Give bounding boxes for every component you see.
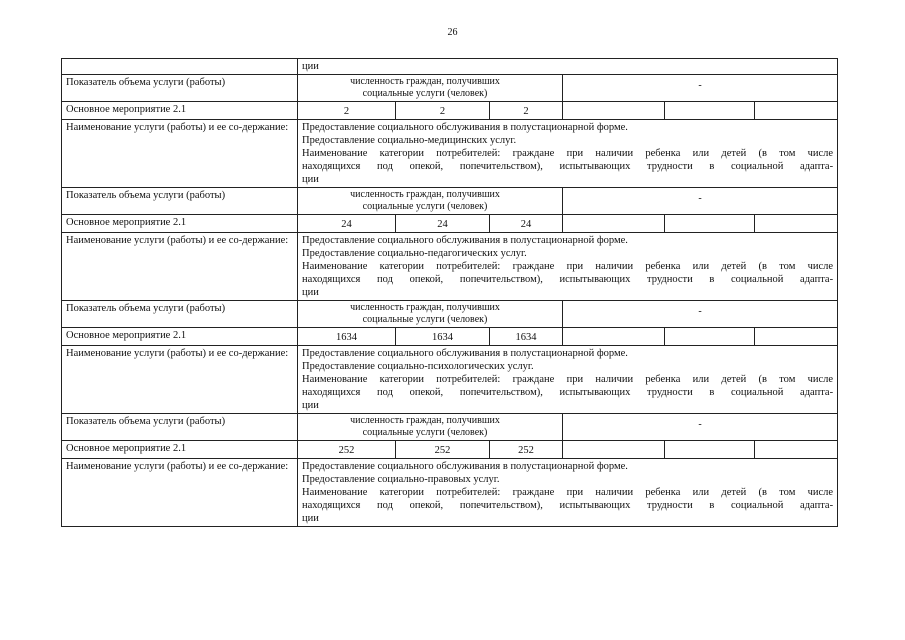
activity-empty-cell	[563, 441, 665, 459]
indicator-text-cell	[298, 301, 563, 328]
activity-empty-cell	[755, 328, 838, 346]
activity-label: Основное мероприятие 2.1	[62, 328, 298, 346]
service-label: Наименование услуги (работы) и ее со-держание:	[62, 120, 298, 188]
indicator-dash: -	[563, 414, 838, 441]
indicator-text-cell	[298, 414, 563, 441]
activity-value-2: 24	[396, 215, 490, 233]
indicator-text-line-2: социальные услуги (человек)	[362, 88, 488, 99]
activity-empty-cell	[665, 102, 755, 120]
indicator-dash: -	[563, 188, 838, 215]
indicator-dash: -	[563, 75, 838, 102]
description-line: Предоставление социального обслуживания в полустационарной форме.	[302, 235, 628, 246]
service-label: Наименование услуги (работы) и ее со-держание:	[62, 459, 298, 527]
program-table	[61, 58, 838, 527]
empty-label-cell	[62, 59, 298, 75]
activity-empty-cell	[665, 215, 755, 233]
activity-row	[62, 215, 838, 233]
description-line: ции	[302, 174, 319, 185]
description-line: находящихся под опекой, попечительством), испытывающих трудности в социальной адапта-	[302, 387, 834, 398]
service-row	[62, 233, 838, 301]
indicator-dash: -	[563, 301, 838, 328]
activity-value-3: 1634	[490, 328, 563, 346]
indicator-label: Показатель объема услуги (работы)	[62, 414, 298, 441]
indicator-label: Показатель объема услуги (работы)	[62, 75, 298, 102]
indicator-row	[62, 301, 838, 328]
description-line: находящихся под опекой, попечительством), испытывающих трудности в социальной адапта-	[302, 161, 834, 172]
description-line: Предоставление социально-правовых услуг.	[302, 474, 500, 485]
continuation-cell: ции	[298, 59, 838, 75]
table-body	[62, 59, 838, 527]
activity-value-3: 252	[490, 441, 563, 459]
activity-row	[62, 102, 838, 120]
activity-label: Основное мероприятие 2.1	[62, 215, 298, 233]
description-line: Наименование категории потребителей: граждане при наличии ребенка или детей (в том числе	[302, 148, 834, 159]
activity-empty-cell	[755, 215, 838, 233]
activity-label: Основное мероприятие 2.1	[62, 441, 298, 459]
activity-value-2: 2	[396, 102, 490, 120]
service-description	[298, 346, 838, 414]
indicator-text-line-1: численность граждан, получивших	[350, 76, 500, 87]
activity-row	[62, 441, 838, 459]
continuation-row	[62, 59, 838, 75]
activity-value-2: 252	[396, 441, 490, 459]
indicator-row	[62, 414, 838, 441]
activity-empty-cell	[665, 328, 755, 346]
description-line: Предоставление социально-медицинских услуг.	[302, 135, 517, 146]
description-line: Предоставление социального обслуживания в полустационарной форме.	[302, 348, 628, 359]
activity-empty-cell	[563, 328, 665, 346]
service-label: Наименование услуги (работы) и ее со-держание:	[62, 346, 298, 414]
activity-empty-cell	[755, 102, 838, 120]
activity-value-1: 24	[298, 215, 396, 233]
activity-empty-cell	[665, 441, 755, 459]
service-row	[62, 459, 838, 527]
description-line: Предоставление социально-педагогических услуг.	[302, 248, 527, 259]
description-line: Наименование категории потребителей: граждане при наличии ребенка или детей (в том числе	[302, 261, 834, 272]
indicator-text-line-2: социальные услуги (человек)	[362, 427, 488, 438]
description-line: ции	[302, 287, 319, 298]
indicator-label: Показатель объема услуги (работы)	[62, 301, 298, 328]
service-description	[298, 459, 838, 527]
indicator-text-line-1: численность граждан, получивших	[350, 302, 500, 313]
indicator-text-line-2: социальные услуги (человек)	[362, 314, 488, 325]
activity-value-1: 2	[298, 102, 396, 120]
indicator-text-line-1: численность граждан, получивших	[350, 189, 500, 200]
service-description	[298, 233, 838, 301]
activity-empty-cell	[563, 215, 665, 233]
description-line: находящихся под опекой, попечительством), испытывающих трудности в социальной адапта-	[302, 500, 834, 511]
indicator-text-line-2: социальные услуги (человек)	[362, 201, 488, 212]
description-line: Наименование категории потребителей: граждане при наличии ребенка или детей (в том числе	[302, 487, 834, 498]
activity-row	[62, 328, 838, 346]
activity-label: Основное мероприятие 2.1	[62, 102, 298, 120]
activity-empty-cell	[755, 441, 838, 459]
description-line: Предоставление социального обслуживания в полустационарной форме.	[302, 461, 628, 472]
indicator-row	[62, 75, 838, 102]
service-row	[62, 120, 838, 188]
activity-value-3: 24	[490, 215, 563, 233]
service-label: Наименование услуги (работы) и ее со-держание:	[62, 233, 298, 301]
indicator-text-line-1: численность граждан, получивших	[350, 415, 500, 426]
description-line: ции	[302, 400, 319, 411]
service-row	[62, 346, 838, 414]
description-line: Наименование категории потребителей: граждане при наличии ребенка или детей (в том числе	[302, 374, 834, 385]
activity-value-1: 1634	[298, 328, 396, 346]
page-number: 26	[447, 27, 458, 38]
description-line: Предоставление социально-психологических услуг.	[302, 361, 534, 372]
activity-empty-cell	[563, 102, 665, 120]
indicator-row	[62, 188, 838, 215]
description-line: ции	[302, 513, 319, 524]
indicator-label: Показатель объема услуги (работы)	[62, 188, 298, 215]
service-description	[298, 120, 838, 188]
indicator-text-cell	[298, 188, 563, 215]
description-line: находящихся под опекой, попечительством), испытывающих трудности в социальной адапта-	[302, 274, 834, 285]
activity-value-1: 252	[298, 441, 396, 459]
activity-value-2: 1634	[396, 328, 490, 346]
description-line: Предоставление социального обслуживания в полустационарной форме.	[302, 122, 628, 133]
activity-value-3: 2	[490, 102, 563, 120]
indicator-text-cell	[298, 75, 563, 102]
